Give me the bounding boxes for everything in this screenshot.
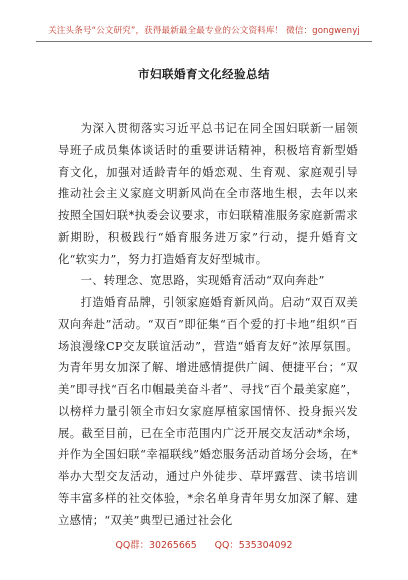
footer-qq-number: QQ：535304092 [214,540,293,551]
header-note: 关注头条号“公文研究”，获得最新最全最专业的公文资料库！ 微信：gongwenyj [48,26,360,36]
footer-qq-group: QQ群：30265665 [115,540,197,551]
footer-contact [0,537,408,551]
section-heading: 一、转理念、宽思路，实现婚育活动“双向奔赴” [80,274,325,288]
header-divider [36,41,372,42]
document-body [58,118,358,531]
body-paragraph: 为深入贯彻落实习近平总书记在同全国妇联新一届领导班子成员集体谈话时的重要讲话精神，积极培育新型婚育文化，加强对适龄青年的婚恋观、生育观、家庭观引导推动社会主义家庭文明新风尚在全市落地生根，去年以来按照全国妇联*执委会议要求，市妇联精准服务家庭新需求新期盼，积极践行“婚育服务进万家”行动，提升婚育文化“软实力”，努力打造婚育友好型城市。 [58,122,358,266]
document-title: 市妇联婚育文化经验总结 [138,67,270,81]
body-paragraph: 打造婚育品牌，引领家庭婚育新风尚。启动“双百双美双向奔赴”活动。“双百”即征集“百个爱的打卡地”组织“百场浪漫缘CP交友联谊活动”，营造“婚育友好”浓厚氛围。为青年男女加深了解、增进感情提供广阔、便捷平台；“双美”即寻找“百名巾帼最美奋斗者”、寻找“百个最美家庭”，以榜样力量引领全市妇女家庭厚植家国情怀、投身振兴发展。截至目前，已在全市范围内广泛开展交友活动*余场，并作为全国妇联“幸福联线”婚恋服务活动首场分会场，在*举办大型交友活动，通过户外徒步、草坪露营、读书培训等丰富多样的社交体验，*余名单身青年男女加深了解、建立感情；“双美”典型已通过社会化 [58,296,358,527]
